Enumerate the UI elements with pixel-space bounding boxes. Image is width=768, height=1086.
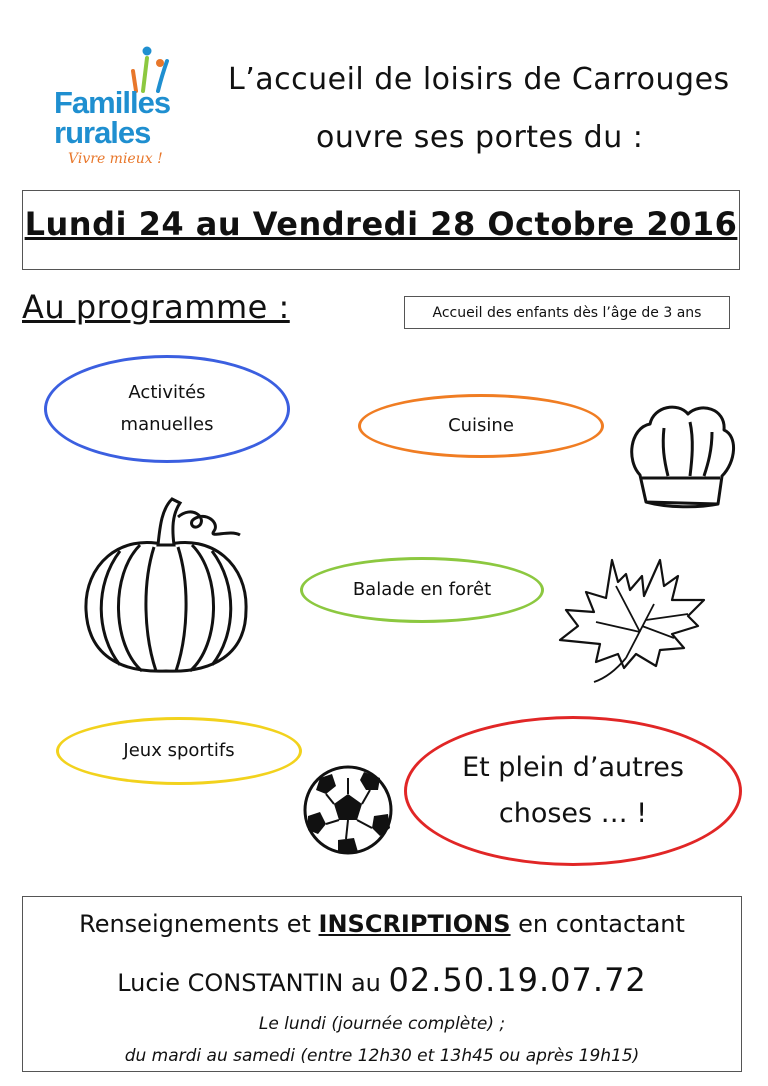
logo-text-familles: Familles [54, 85, 171, 120]
activites-line2: manuelles [120, 414, 214, 435]
contact-hours-1: Le lundi (journée complète) ; [258, 1014, 506, 1034]
balade-label: Balade en forêt [352, 579, 492, 600]
contact-line1-before: Renseignements et [79, 910, 319, 938]
contact-name: Lucie CONSTANTIN au [117, 969, 389, 997]
soccer-ball-icon [302, 764, 394, 856]
cuisine-label: Cuisine [448, 415, 514, 436]
activity-balade [300, 557, 544, 623]
contact-inscriptions: INSCRIPTIONS [318, 910, 511, 938]
age-note [404, 296, 730, 329]
activity-cuisine [358, 394, 604, 458]
jeux-label: Jeux sportifs [123, 740, 235, 761]
contact-phone: 02.50.19.07.72 [388, 961, 647, 999]
chef-hat-icon [628, 400, 738, 522]
familles-rurales-logo [50, 45, 200, 175]
logo-tagline: Vivre mieux ! [68, 151, 163, 167]
maple-leaf-icon [556, 556, 708, 686]
pumpkin-icon [80, 495, 252, 675]
contact-line1-after: en contactant [510, 910, 685, 938]
contact-hours-2: du mardi au samedi (entre 12h30 et 13h45 ou après 19h15) [124, 1046, 640, 1066]
program-title: Au programme : [22, 288, 290, 326]
activity-jeux-sportifs [56, 717, 302, 785]
age-note-text: Accueil des enfants dès l’âge de 3 ans [432, 304, 702, 321]
contact-line-1 [22, 910, 742, 938]
logo-text-rurales: rurales [54, 115, 151, 150]
autres-line2: choses … ! [498, 798, 648, 829]
header-line-2: ouvre ses portes du : [316, 120, 644, 155]
header-line-1: L’accueil de loisirs de Carrouges [228, 62, 730, 97]
activity-activites-manuelles [44, 355, 290, 463]
dates-title: Lundi 24 au Vendredi 28 Octobre 2016 [24, 205, 738, 243]
autres-line1: Et plein d’autres [462, 752, 684, 783]
activites-line1: Activités [128, 382, 206, 403]
activity-autres [404, 716, 742, 866]
contact-line-2 [22, 961, 742, 999]
